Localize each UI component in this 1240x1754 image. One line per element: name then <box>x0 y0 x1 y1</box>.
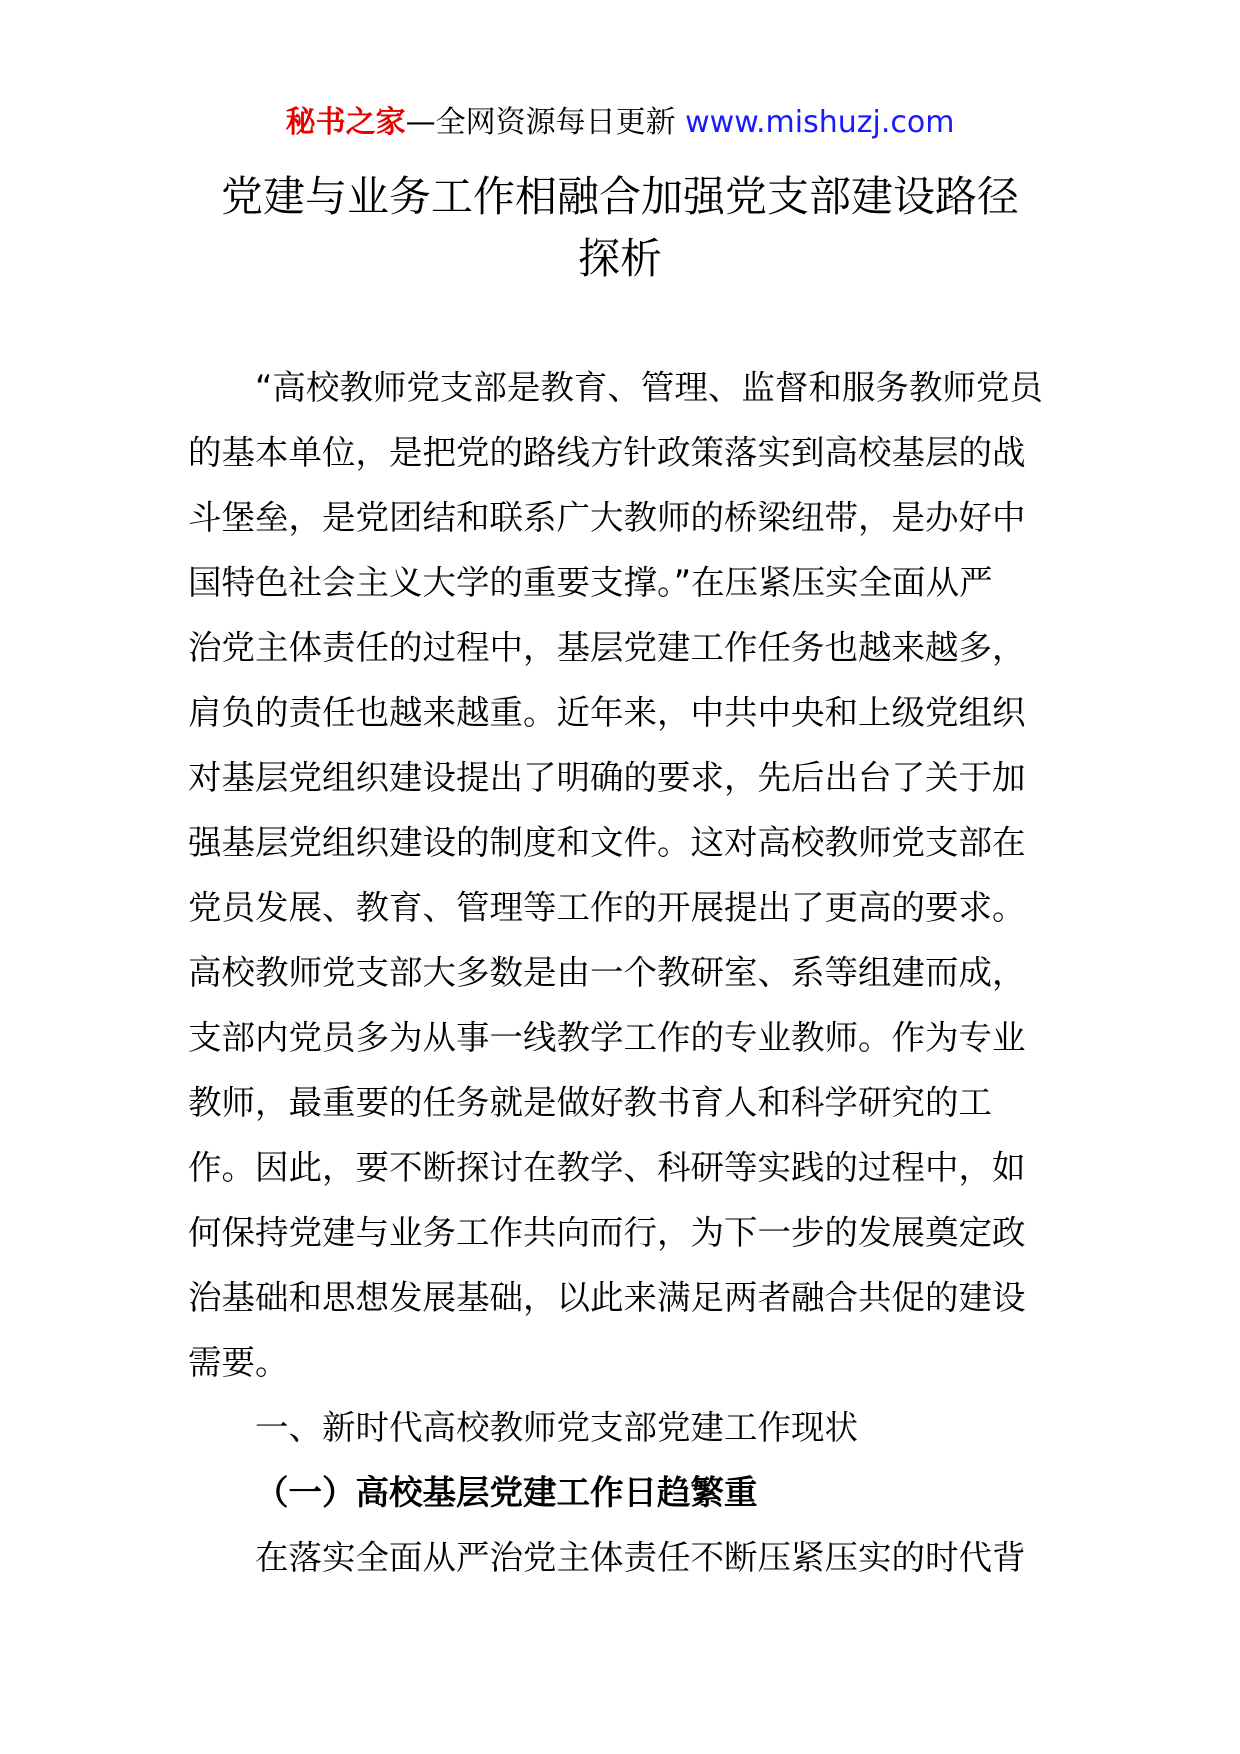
subsection-heading: （一）高校基层党建工作日趋繁重 <box>255 1473 758 1512</box>
paragraph-line: 治党主体责任的过程中，基层党建工作任务也越来越多， <box>188 628 1026 667</box>
paragraph-line: “高校教师党支部是教育、管理、监督和服务教师党员 <box>255 368 1043 407</box>
section-heading: 一、新时代高校教师党支部党建工作现状 <box>255 1408 858 1447</box>
document-body <box>188 355 1056 1590</box>
paragraph-line: 需要。 <box>188 1343 289 1382</box>
site-url-link[interactable]: www.mishuzj.com <box>685 105 955 140</box>
brand-name: 秘书之家 <box>285 105 406 140</box>
paragraph-line: 治基础和思想发展基础，以此来满足两者融合共促的建设 <box>188 1278 1026 1317</box>
paragraph-line: 何保持党建与业务工作共向而行，为下一步的发展奠定政 <box>188 1213 1026 1252</box>
paragraph-line: 党员发展、教育、管理等工作的开展提出了更高的要求。 <box>188 888 1026 927</box>
title-line: 党建与业务工作相融合加强党支部建设路径 <box>220 172 1019 221</box>
paragraph-line: 肩负的责任也越来越重。近年来，中共中央和上级党组织 <box>188 693 1026 732</box>
paragraph-line: 斗堡垒，是党团结和联系广大教师的桥梁纽带，是办好中 <box>188 498 1026 537</box>
paragraph-line: 国特色社会主义大学的重要支撑。”在压紧压实全面从严 <box>188 563 993 602</box>
paragraph-line: 作。因此，要不断探讨在教学、科研等实践的过程中，如 <box>188 1148 1026 1187</box>
paragraph-line: 支部内党员多为从事一线教学工作的专业教师。作为专业 <box>188 1018 1026 1057</box>
document-title <box>0 166 1240 290</box>
paragraph-line: 在落实全面从严治党主体责任不断压紧压实的时代背 <box>255 1538 1026 1577</box>
site-header <box>0 100 1240 146</box>
paragraph-line: 的基本单位，是把党的路线方针政策落实到高校基层的战 <box>188 433 1026 472</box>
paragraph-line: 高校教师党支部大多数是由一个教研室、系等组建而成， <box>188 953 1026 992</box>
title-line: 探析 <box>577 234 662 283</box>
paragraph-line: 教师，最重要的任务就是做好教书育人和科学研究的工 <box>188 1083 992 1122</box>
header-tagline: —全网资源每日更新 <box>405 105 676 140</box>
paragraph-line: 对基层党组织建设提出了明确的要求，先后出台了关于加 <box>188 758 1026 797</box>
paragraph-line: 强基层党组织建设的制度和文件。这对高校教师党支部在 <box>188 823 1026 862</box>
